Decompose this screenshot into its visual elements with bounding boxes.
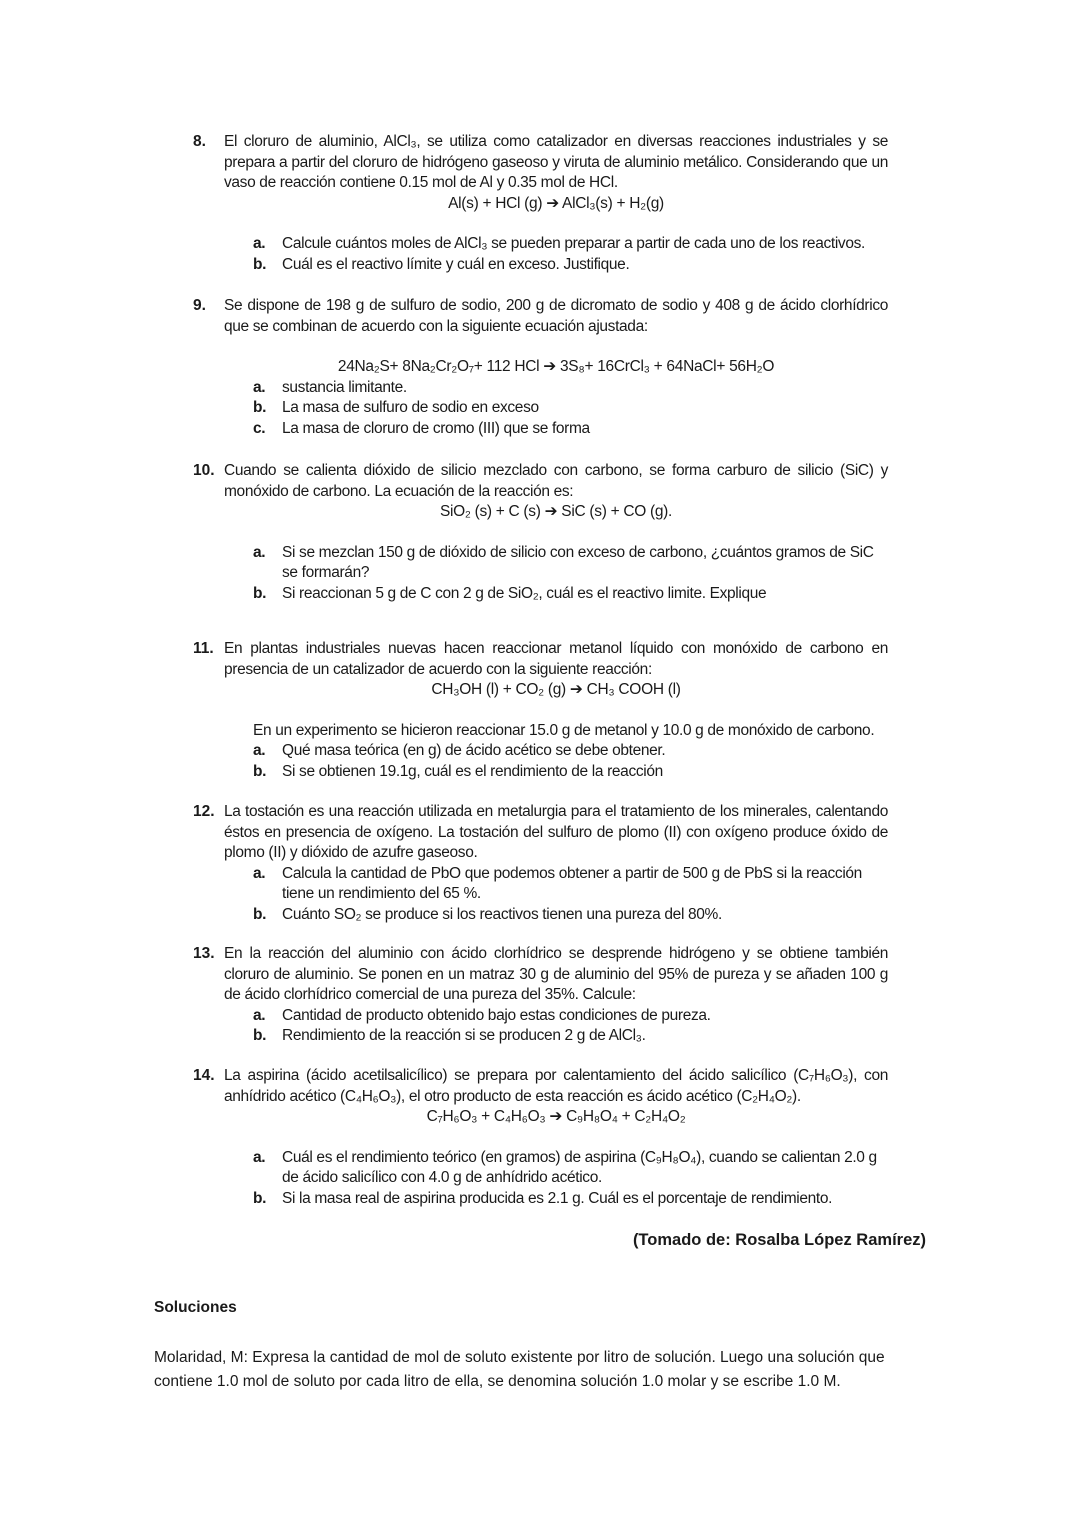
- sub-question: [253, 1189, 888, 1210]
- chemical-equation: Al(s) + HCl (g) ➔ AlCl₃(s) + H₂(g): [448, 194, 664, 212]
- sub-question-text: sustancia limitante.: [282, 378, 407, 396]
- sub-question-label: a.: [253, 864, 266, 882]
- sub-question-text: Cuál es el reactivo límite y cuál en exceso. Justifique.: [282, 255, 630, 273]
- problem-stem: En la reacción del aluminio con ácido clorhídrico se desprende hidrógeno y se obtiene también cloruro de aluminio. Se ponen en un matraz 30 g de aluminio del 95% de pureza y se añaden 100 g de ácido clorhídrico comercial de una pureza del 35%. Calcule:: [224, 945, 888, 1003]
- sub-question: [253, 584, 888, 605]
- problem-14: [193, 1066, 888, 1209]
- sub-question: [253, 378, 888, 399]
- sub-question-text: Cantidad de producto obtenido bajo estas condiciones de pureza.: [282, 1006, 711, 1024]
- sub-question-text: Si se obtienen 19.1g, cuál es el rendimiento de la reacción: [282, 762, 663, 780]
- problem-number: 11.: [193, 640, 214, 657]
- sub-question: [253, 905, 888, 926]
- chemical-equation: 24Na₂S+ 8Na₂Cr₂O₇+ 112 HCl ➔ 3S₈+ 16CrCl₃ + 64NaCl+ 56H₂O: [337, 358, 775, 375]
- sub-question-label: b.: [253, 1027, 267, 1044]
- sub-question-label: b.: [253, 399, 267, 416]
- sub-question-text: Qué masa teórica (en g) de ácido acético se debe obtener.: [282, 742, 666, 759]
- chemical-equation: SiO₂ (s) + C (s) ➔ SiC (s) + CO (g).: [439, 503, 673, 520]
- sub-question-text: Si se mezclan 150 g de dióxido de silicio con exceso de carbono, ¿cuántos gramos de SiC se formarán?: [282, 543, 874, 581]
- sub-question-text: Cuál es el rendimiento teórico (en gramos) de aspirina (C₉H₈O₄), cuando se calientan 2.0 g de ácido salicílico con 4.0 g de anhídrido acético.: [282, 1148, 877, 1186]
- sub-question: [253, 543, 888, 584]
- problem-number: 10.: [193, 462, 215, 479]
- sub-question-list: [253, 1006, 888, 1047]
- sub-question: [253, 1026, 888, 1047]
- problem-10: [193, 461, 888, 604]
- sub-question-list: [253, 378, 888, 440]
- sub-question: [253, 234, 888, 255]
- sub-question-list: [253, 741, 888, 782]
- sub-question-label: b.: [253, 762, 267, 780]
- problem-9: [193, 296, 888, 439]
- sub-question: [253, 398, 888, 419]
- section-title-soluciones: Soluciones: [154, 1299, 237, 1316]
- sub-question: [253, 1148, 888, 1189]
- sub-question: [253, 419, 888, 440]
- problem-stem: Se dispone de 198 g de sulfuro de sodio, 200 g de dicromato de sodio y 408 g de ácido clorhídrico que se combinan de acuerdo con la siguiente ecuación ajustada:: [224, 297, 888, 335]
- problem-number: 13.: [193, 945, 215, 962]
- problem-8: [193, 132, 888, 275]
- sub-question-label: a.: [253, 1006, 266, 1024]
- sub-question-text: Calcula la cantidad de PbO que podemos obtener a partir de 500 g de PbS si la reacción tiene un rendimiento del 65 %.: [282, 864, 862, 902]
- sub-question-label: a.: [253, 235, 266, 252]
- sub-question-text: Cuánto SO₂ se produce si los reactivos tienen una pureza del 80%.: [282, 905, 722, 923]
- sub-question-text: Rendimiento de la reacción si se producen 2 g de AlCl₃.: [282, 1027, 646, 1044]
- problem-stem: El cloruro de aluminio, AlCl₃, se utiliza como catalizador en diversas reacciones industriales y se prepara a partir del cloruro de hidrógeno gaseoso y viruta de aluminio metálico. Considerando que un vaso de reacción contiene 0.15 mol de Al y 0.35 mol de HCl.: [224, 133, 888, 191]
- sub-question-label: b.: [253, 905, 267, 923]
- sub-question-text: Calcule cuántos moles de AlCl₃ se pueden preparar a partir de cada uno de los reactivos.: [282, 235, 865, 252]
- chemical-equation: CH₃OH (l) + CO₂ (g) ➔ CH₃ COOH (l): [431, 681, 681, 698]
- experiment-statement: En un experimento se hicieron reaccionar 15.0 g de metanol y 10.0 g de monóxido de carbono.: [253, 721, 875, 739]
- sub-question: [253, 1006, 888, 1027]
- sub-question-list: [253, 864, 888, 926]
- sub-question-label: a.: [253, 378, 266, 396]
- source-credit: (Tomado de: Rosalba López Ramírez): [632, 1231, 926, 1249]
- problem-number: 14.: [193, 1067, 215, 1084]
- sub-question-text: Si la masa real de aspirina producida es 2.1 g. Cuál es el porcentaje de rendimiento.: [282, 1189, 833, 1207]
- sub-question-label: a.: [253, 1148, 266, 1166]
- molarity-definition: Molaridad, M: Expresa la cantidad de mol de soluto existente por litro de solución. Luego una solución que contiene 1.0 mol de soluto por cada litro de ella, se denomina solución 1.0 molar y se escribe 1.0 M.: [154, 1349, 885, 1390]
- sub-question-list: [253, 543, 888, 605]
- sub-question-label: b.: [253, 584, 267, 602]
- chemical-equation: C₇H₆O₃ + C₄H₆O₃ ➔ C₉H₈O₄ + C₂H₄O₂: [426, 1108, 686, 1125]
- problem-11: [193, 639, 888, 782]
- sub-question-label: b.: [253, 255, 267, 273]
- sub-question-text: Si reaccionan 5 g de C con 2 g de SiO₂, cuál es el reactivo limite. Explique: [282, 584, 767, 602]
- sub-question: [253, 255, 888, 276]
- problem-number: 8.: [193, 133, 206, 150]
- problem-stem: En plantas industriales nuevas hacen reaccionar metanol líquido con monóxido de carbono en presencia de un catalizador de acuerdo con la siguiente reacción:: [224, 640, 888, 678]
- sub-question-label: a.: [253, 543, 266, 561]
- sub-question-list: [253, 1148, 888, 1210]
- problem-stem: Cuando se calienta dióxido de silicio mezclado con carbono, se forma carburo de silicio (SiC) y monóxido de carbono. La ecuación de la reacción es:: [224, 462, 888, 500]
- sub-question-label: b.: [253, 1189, 267, 1207]
- sub-question: [253, 762, 888, 783]
- sub-question: [253, 864, 888, 905]
- sub-question: [253, 741, 888, 762]
- sub-question-text: La masa de cloruro de cromo (III) que se forma: [282, 419, 590, 437]
- problem-number: 12.: [193, 803, 215, 820]
- sub-question-list: [253, 234, 888, 275]
- problem-number: 9.: [193, 297, 206, 314]
- problem-12: [193, 802, 888, 925]
- problem-13: [193, 944, 888, 1047]
- sub-question-text: La masa de sulfuro de sodio en exceso: [282, 399, 539, 416]
- problem-stem: La aspirina (ácido acetilsalicílico) se prepara por calentamiento del ácido salicílico (C₇H₆O₃), con anhídrido acético (C₄H₆O₃), el otro producto de esta reacción es ácido acético (C₂H₄O₂).: [224, 1067, 888, 1105]
- problem-stem: La tostación es una reacción utilizada en metalurgia para el tratamiento de los minerales, calentando éstos en presencia de oxígeno. La tostación del sulfuro de plomo (II) con oxígeno produce óxido de plomo (II) y dióxido de azufre gaseoso.: [224, 803, 888, 861]
- sub-question-label: a.: [253, 742, 266, 759]
- sub-question-label: c.: [253, 419, 266, 437]
